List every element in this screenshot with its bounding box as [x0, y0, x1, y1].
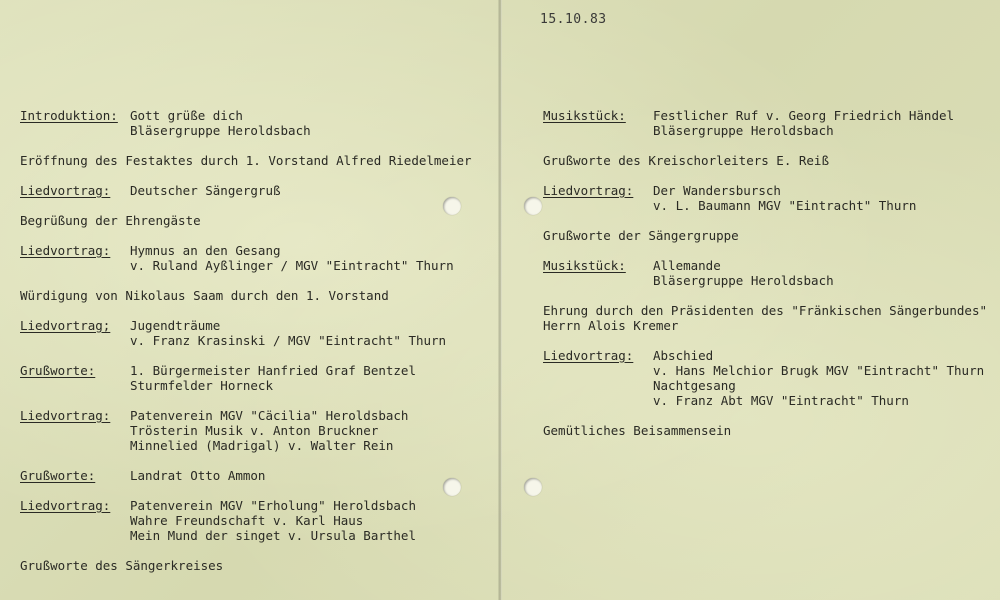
program-entry: [543, 258, 983, 288]
program-item: [20, 558, 490, 573]
entry-line: Der Wandersbursch: [653, 183, 781, 198]
entry-lines: [653, 258, 983, 288]
entry-lines: [130, 468, 490, 483]
entry-line: v. L. Baumann MGV "Eintracht" Thurn: [653, 198, 917, 213]
entry-label: Liedvortrag:: [543, 348, 634, 363]
program-item: [20, 153, 490, 168]
program-item: [20, 288, 490, 303]
program-right-column: [543, 108, 988, 453]
program-item-text: Ehrung durch den Präsidenten des "Fränkischen Sängerbundes": [543, 303, 988, 318]
program-item: [20, 213, 490, 228]
entry-line: Mein Mund der singet v. Ursula Barthel: [130, 528, 416, 543]
entry-line: Allemande: [653, 258, 721, 273]
entry-line: Nachtgesang: [653, 378, 736, 393]
entry-line: Sturmfelder Horneck: [130, 378, 273, 393]
entry-line: Gott grüße dich: [130, 108, 243, 123]
punch-hole-icon: [524, 197, 542, 215]
entry-label: Grußworte:: [20, 363, 96, 378]
entry-line: Festlicher Ruf v. Georg Friedrich Händel: [653, 108, 955, 123]
program-item: [543, 303, 988, 333]
entry-label: Liedvortrag:: [20, 408, 111, 423]
entry-lines: [130, 108, 490, 138]
program-entry: [20, 108, 490, 138]
program-item-text: Grußworte der Sängergruppe: [543, 228, 739, 243]
entry-line: Patenverein MGV "Cäcilia" Heroldsbach: [130, 408, 409, 423]
program-item: [543, 423, 983, 438]
program-item-text: Würdigung von Nikolaus Saam durch den 1. Vorstand: [20, 288, 389, 303]
program-entry: [20, 243, 490, 273]
program-left-column: [20, 108, 490, 588]
entry-line: Abschied: [653, 348, 714, 363]
program-entry: [20, 318, 490, 348]
entry-line: v. Franz Abt MGV "Eintracht" Thurn: [653, 393, 909, 408]
program-item-text: Grußworte des Kreischorleiters E. Reiß: [543, 153, 829, 168]
entry-line: 1. Bürgermeister Hanfried Graf Bentzel: [130, 363, 416, 378]
entry-line: Landrat Otto Ammon: [130, 468, 266, 483]
entry-line: Bläsergruppe Heroldsbach: [653, 273, 834, 288]
entry-label: Liedvortrag:: [20, 498, 111, 513]
entry-line: Bläsergruppe Heroldsbach: [653, 123, 834, 138]
entry-line: Jugendträume: [130, 318, 221, 333]
program-entry: [543, 348, 983, 408]
center-fold: [498, 0, 502, 600]
entry-label: Musikstück:: [543, 258, 626, 273]
entry-label: Liedvortrag;: [20, 318, 111, 333]
entry-label: Introduktion:: [20, 108, 118, 123]
entry-line: Deutscher Sängergruß: [130, 183, 281, 198]
entry-line: Wahre Freundschaft v. Karl Haus: [130, 513, 364, 528]
entry-lines: [653, 183, 983, 213]
program-item-text: Begrüßung der Ehrengäste: [20, 213, 201, 228]
entry-lines: [130, 498, 490, 543]
program-entry: [543, 108, 983, 138]
entry-line: v. Franz Krasinski / MGV "Eintracht" Thurn: [130, 333, 447, 348]
entry-lines: [653, 348, 984, 408]
program-item-text: Herrn Alois Kremer: [543, 318, 679, 333]
entry-label: Liedvortrag:: [20, 183, 111, 198]
handwritten-date: 15.10.83: [540, 12, 607, 27]
program-item-text: Gemütliches Beisammensein: [543, 423, 732, 438]
entry-line: Hymnus an den Gesang: [130, 243, 281, 258]
entry-label: Liedvortrag:: [20, 243, 111, 258]
entry-line: Bläsergruppe Heroldsbach: [130, 123, 311, 138]
program-item-text: Eröffnung des Festaktes durch 1. Vorstand Alfred Riedelmeier: [20, 153, 472, 168]
entry-label: Grußworte:: [20, 468, 96, 483]
entry-lines: [653, 108, 983, 138]
entry-lines: [130, 363, 490, 393]
entry-line: Patenverein MGV "Erholung" Heroldsbach: [130, 498, 416, 513]
program-entry: [20, 498, 490, 543]
entry-lines: [130, 183, 490, 198]
program-entry: [543, 183, 983, 213]
program-item: [543, 228, 983, 243]
entry-lines: [130, 318, 490, 348]
punch-hole-icon: [524, 478, 542, 496]
program-item: [543, 153, 983, 168]
program-item-text: Grußworte des Sängerkreises: [20, 558, 224, 573]
entry-label: Liedvortrag:: [543, 183, 634, 198]
entry-line: Trösterin Musik v. Anton Bruckner: [130, 423, 379, 438]
program-entry: [20, 408, 490, 453]
entry-label: Musikstück:: [543, 108, 626, 123]
entry-line: v. Hans Melchior Brugk MGV "Eintracht" Thurn: [653, 363, 985, 378]
entry-lines: [130, 243, 490, 273]
entry-line: v. Ruland Ayßlinger / MGV "Eintracht" Thurn: [130, 258, 454, 273]
program-entry: [20, 363, 490, 393]
program-entry: [20, 183, 490, 198]
program-entry: [20, 468, 490, 483]
entry-lines: [130, 408, 490, 453]
entry-line: Minnelied (Madrigal) v. Walter Rein: [130, 438, 394, 453]
